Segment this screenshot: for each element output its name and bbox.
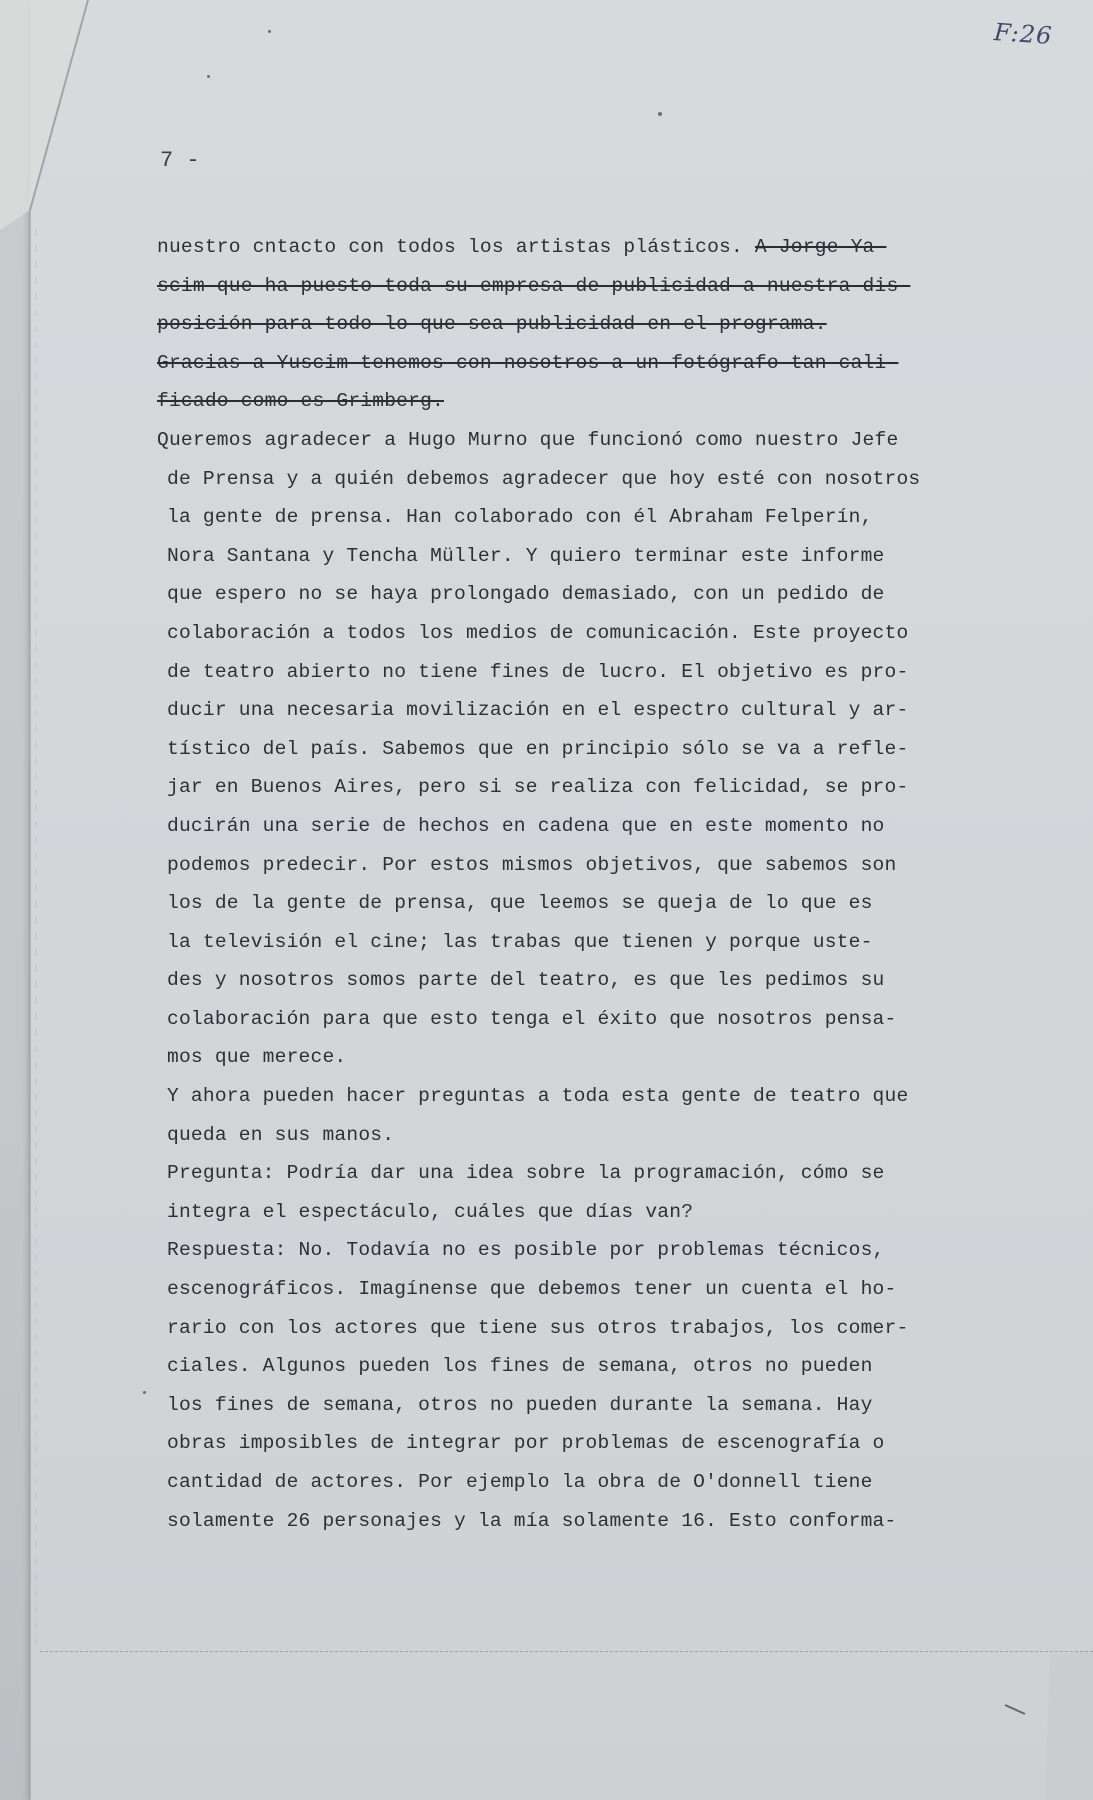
text-line: mos que merece. <box>167 1046 347 1069</box>
struck-line: posición para todo lo que sea publicidad en el programa. <box>157 313 827 336</box>
text-line: cantidad de actores. Por ejemplo la obra de O'donnell tiene <box>167 1471 873 1493</box>
text-line: Y ahora pueden hacer preguntas a toda esta gente de teatro que <box>167 1085 909 1108</box>
text-line: integra el espectáculo, cuáles que días van? <box>167 1200 694 1223</box>
text-line: jar en Buenos Aires, pero si se realiza con felicidad, se pro- <box>167 776 909 799</box>
text-line: ducir una necesaria movilización en el espectro cultural y ar- <box>167 699 909 722</box>
typed-body <box>157 228 1017 1540</box>
text-line: Pregunta: Podría dar una idea sobre la programación, cómo se <box>167 1162 885 1185</box>
ink-speck <box>143 1391 146 1394</box>
struck-line: scim que ha puesto toda su empresa de publicidad a nuestra dis- <box>157 274 911 297</box>
text-line: podemos predecir. Por estos mismos objetivos, que sabemos son <box>167 853 897 876</box>
text-line: Queremos agradecer a Hugo Murno que funcionó como nuestro Jefe <box>157 428 899 451</box>
text-line: Nora Santana y Tencha Müller. Y quiero terminar este informe <box>167 544 885 567</box>
ink-speck <box>207 75 210 78</box>
text-line-mixed <box>157 228 1017 267</box>
text-line: queda en sus manos. <box>167 1123 395 1146</box>
text-line: colaboración a todos los medios de comunicación. Este proyecto <box>167 621 909 644</box>
text-line: tístico del país. Sabemos que en principio sólo se va a refle- <box>167 737 909 760</box>
text-line: Respuesta: No. Todavía no es posible por problemas técnicos, <box>167 1239 885 1262</box>
text-line: de Prensa y a quién debemos agradecer que hoy esté con nosotros <box>167 467 921 490</box>
struck-line: Gracias a Yuscim tenemos con nosotros a un fotógrafo tan cali- <box>157 351 899 374</box>
text-line: obras imposibles de integrar por problemas de escenografía o <box>167 1432 885 1455</box>
ink-speck <box>268 30 271 33</box>
page-number: 7 - <box>160 148 200 173</box>
handwritten-reference-mark: F:26 <box>993 17 1054 51</box>
text-line: ducirán una serie de hechos en cadena que en este momento no <box>167 814 885 837</box>
text-line: rario con los actores que tiene sus otros trabajos, los comer- <box>167 1316 909 1339</box>
text-line: colaboración para que esto tenga el éxito que nosotros pensa- <box>167 1007 897 1030</box>
text-line: que espero no se haya prolongado demasiado, con un pedido de <box>167 583 885 606</box>
struck-line: ficado como es Grimberg. <box>157 390 444 413</box>
struck-fragment: A Jorge Ya- <box>754 236 887 258</box>
text-line: la gente de prensa. Han colaborado con él Abraham Felperín, <box>167 506 873 529</box>
text-line: los de la gente de prensa, que leemos se queja de lo que es <box>167 892 873 915</box>
page-bottom-rule <box>40 1651 1093 1652</box>
text-line: solamente 26 personajes y la mía solamente 16. Esto conforma- <box>167 1509 897 1532</box>
kept-fragment: nuestro cntacto con todos los artistas plásticos. <box>157 236 755 258</box>
text-line: la televisión el cine; las trabas que tienen y porque uste- <box>167 930 873 953</box>
ink-speck <box>658 112 662 116</box>
text-line: escenográficos. Imagínense que debemos tener un cuenta el ho- <box>167 1278 897 1301</box>
text-line: des y nosotros somos parte del teatro, es que les pedimos su <box>167 969 885 992</box>
text-line: ciales. Algunos pueden los fines de semana, otros no pueden <box>167 1355 873 1378</box>
text-line: de teatro abierto no tiene fines de lucro. El objetivo es pro- <box>167 660 909 683</box>
text-line: los fines de semana, otros no pueden durante la semana. Hay <box>167 1393 873 1416</box>
